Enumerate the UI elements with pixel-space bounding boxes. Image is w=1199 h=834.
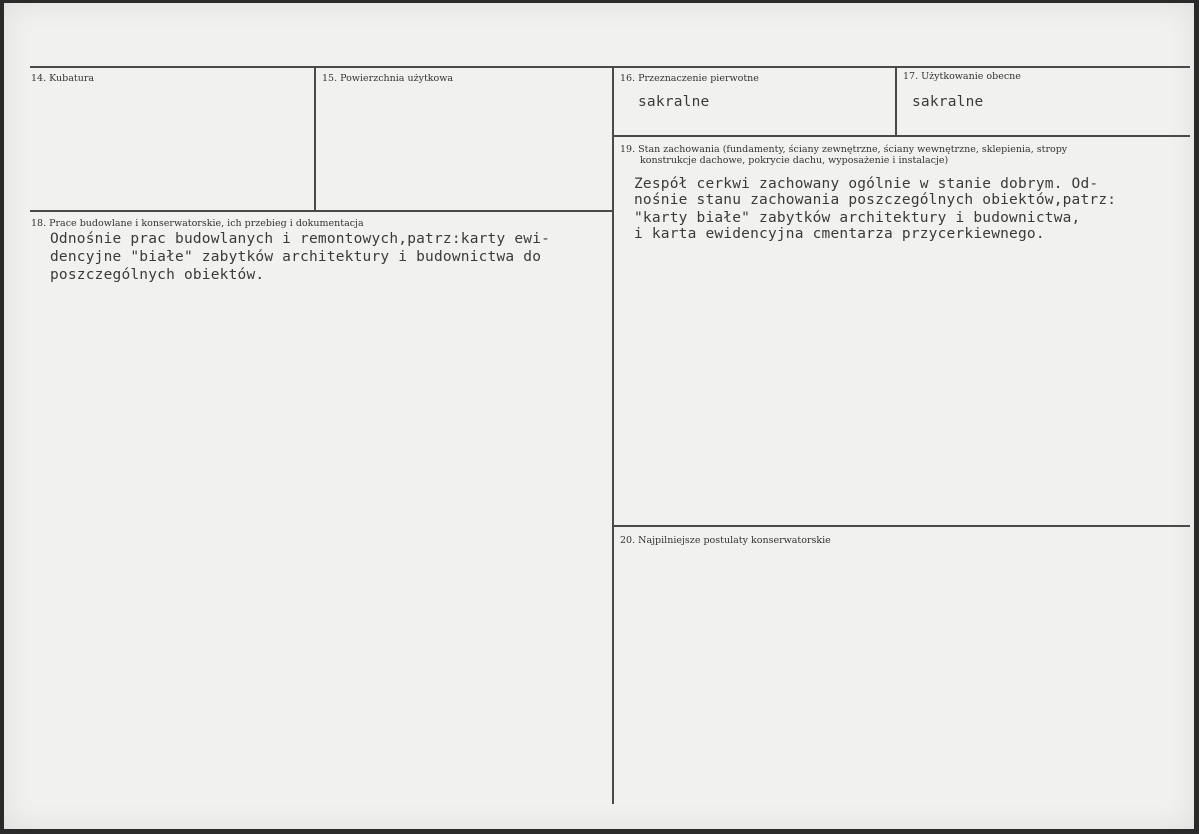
field-19-label: 19. Stan zachowania (fundamenty, ściany zewnętrzne, ściany wewnętrzne, sklepienia, stropy xyxy=(620,144,1068,155)
center-divider xyxy=(612,68,614,804)
field-18-line: dencyjne "białe" zabytków architektury i budownictwa do xyxy=(50,249,542,265)
rule-above-20 xyxy=(614,525,1190,527)
top-rule xyxy=(30,66,1190,68)
field-19-label: konstrukcje dachowe, pokrycie dachu, wyposażenie i instalacje) xyxy=(640,155,949,166)
field-18-label: 18. Prace budowlane i konserwatorskie, ich przebieg i dokumentacja xyxy=(31,218,364,229)
field-16-value: sakralne xyxy=(638,94,710,110)
field-19-line: i karta ewidencyjna cmentarza przycerkiewnego. xyxy=(634,226,1045,242)
field-16-label: 16. Przeznaczenie pierwotne xyxy=(620,73,759,84)
field-19-line: "karty białe" zabytków architektury i budownictwa, xyxy=(634,210,1081,226)
record-card xyxy=(4,3,1194,829)
divider-14-15 xyxy=(314,68,316,210)
field-17-label: 17. Użytkowanie obecne xyxy=(903,71,1021,82)
field-18-line: poszczególnych obiektów. xyxy=(50,267,265,283)
field-14-label: 14. Kubatura xyxy=(31,73,95,84)
rule-below-16-17 xyxy=(614,135,1190,137)
field-18-line: Odnośnie prac budowlanych i remontowych,patrz:karty ewi- xyxy=(50,231,551,247)
field-19-line: Zespół cerkwi zachowany ogólnie w stanie dobrym. Od- xyxy=(634,176,1099,192)
field-15-label: 15. Powierzchnia użytkowa xyxy=(322,73,454,84)
field-19-line: nośnie stanu zachowania poszczególnych obiektów,patrz: xyxy=(634,192,1117,208)
rule-above-18 xyxy=(30,210,614,212)
divider-16-17 xyxy=(895,68,897,136)
field-17-value: sakralne xyxy=(912,94,984,110)
field-20-label: 20. Najpilniejsze postulaty konserwatorskie xyxy=(620,535,831,546)
